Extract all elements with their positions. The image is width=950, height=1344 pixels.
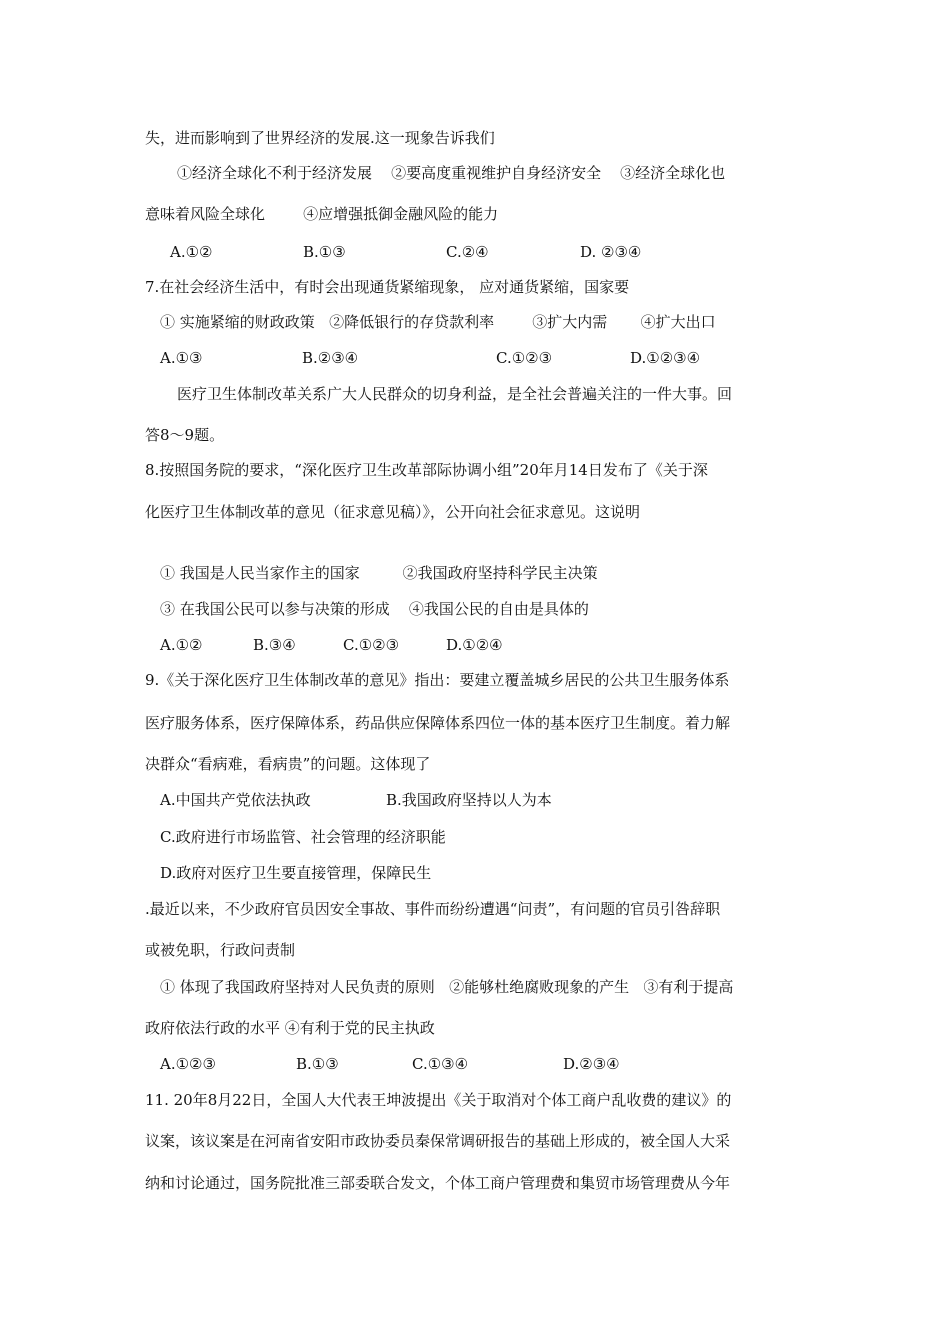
q8-option-d: D.①②④ <box>446 636 503 654</box>
intro-line2: 答8～9题。 <box>145 426 225 444</box>
q10-option-d: D.②③④ <box>563 1055 620 1073</box>
q7-option-a: A.①③ <box>160 349 203 367</box>
q7-items: ① 实施紧缩的财政政策 ②降低银行的存贷款利率 ③扩大内需 ④扩大出口 <box>160 313 716 331</box>
q9-option-a: A.中国共产党依法执政 <box>160 791 311 809</box>
q6-option-a: A.①② <box>170 243 213 261</box>
q9-stem-line2: 医疗服务体系，医疗保障体系，药品供应保障体系四位一体的基本医疗卫生制度。着力解 <box>145 714 731 732</box>
q7-option-b: B.②③④ <box>302 349 359 367</box>
q11-stem-line2: 议案，该议案是在河南省安阳市政协委员秦保常调研报告的基础上形成的，被全国人大采 <box>145 1132 731 1150</box>
q9-option-c: C.政府进行市场监管、社会管理的经济职能 <box>160 828 446 846</box>
q8-option-b: B.③④ <box>253 636 296 654</box>
q8-items-line1: ① 我国是人民当家作主的国家 ②我国政府坚持科学民主决策 <box>160 564 598 582</box>
q10-items-line2: 政府依法行政的水平 ④有利于党的民主执政 <box>145 1019 435 1037</box>
q9-stem-line3: 决群众“看病难，看病贵”的问题。这体现了 <box>145 755 431 773</box>
q9-stem-line1: 9.《关于深化医疗卫生体制改革的意见》指出：要建立覆盖城乡居民的公共卫生服务体系 <box>145 671 730 689</box>
q6-items-line1: ①经济全球化不利于经济发展 ②要高度重视维护自身经济安全 ③经济全球化也 <box>177 164 726 182</box>
q8-stem-line2: 化医疗卫生体制改革的意见（征求意见稿）》，公开向社会征求意见。这说明 <box>145 503 641 521</box>
q6-option-d: D. ②③④ <box>580 243 642 261</box>
q10-stem-line2: 或被免职，行政问责制 <box>145 941 296 959</box>
q10-items-line1: ① 体现了我国政府坚持对人民负责的原则 ②能够杜绝腐败现象的产生 ③有利于提高 <box>160 978 734 996</box>
q6-items-line2: 意味着风险全球化 ④应增强抵御金融风险的能力 <box>145 205 499 223</box>
intro-line1: 医疗卫生体制改革关系广大人民群众的切身利益，是全社会普遍关注的一件大事。回 <box>177 385 733 403</box>
q11-stem-line3: 纳和讨论通过，国务院批准三部委联合发文，个体工商户管理费和集贸市场管理费从今年 <box>145 1174 731 1192</box>
q10-option-c: C.①③④ <box>412 1055 469 1073</box>
q8-items-line2: ③ 在我国公民可以参与决策的形成 ④我国公民的自由是具体的 <box>160 600 589 618</box>
q6-option-c: C.②④ <box>446 243 489 261</box>
q11-stem-line1: 11. 20年8月22日，全国人大代表王坤波提出《关于取消对个体工商户乱收费的建议》的 <box>145 1091 732 1109</box>
q7-option-d: D.①②③④ <box>630 349 701 367</box>
q10-option-a: A.①②③ <box>160 1055 216 1073</box>
q7-option-c: C.①②③ <box>496 349 553 367</box>
q9-option-b: B.我国政府坚持以人为本 <box>386 791 552 809</box>
q6-option-b: B.①③ <box>303 243 346 261</box>
q9-option-d: D.政府对医疗卫生要直接管理，保障民生 <box>160 864 432 882</box>
q6-stem-cont: 失，进而影响到了世界经济的发展.这一现象告诉我们 <box>145 129 495 147</box>
q7-stem: 7.在社会经济生活中，有时会出现通货紧缩现象， 应对通货紧缩，国家要 <box>145 278 630 296</box>
q10-option-b: B.①③ <box>296 1055 339 1073</box>
q10-stem-line1: .最近以来，不少政府官员因安全事故、事件而纷纷遭遇“问责”，有问题的官员引咎辞职 <box>145 900 721 918</box>
q8-option-a: A.①② <box>160 636 203 654</box>
q8-option-c: C.①②③ <box>343 636 400 654</box>
q8-stem-line1: 8.按照国务院的要求，“深化医疗卫生改革部际协调小组”20年月14日发布了《关于深 <box>145 461 708 479</box>
